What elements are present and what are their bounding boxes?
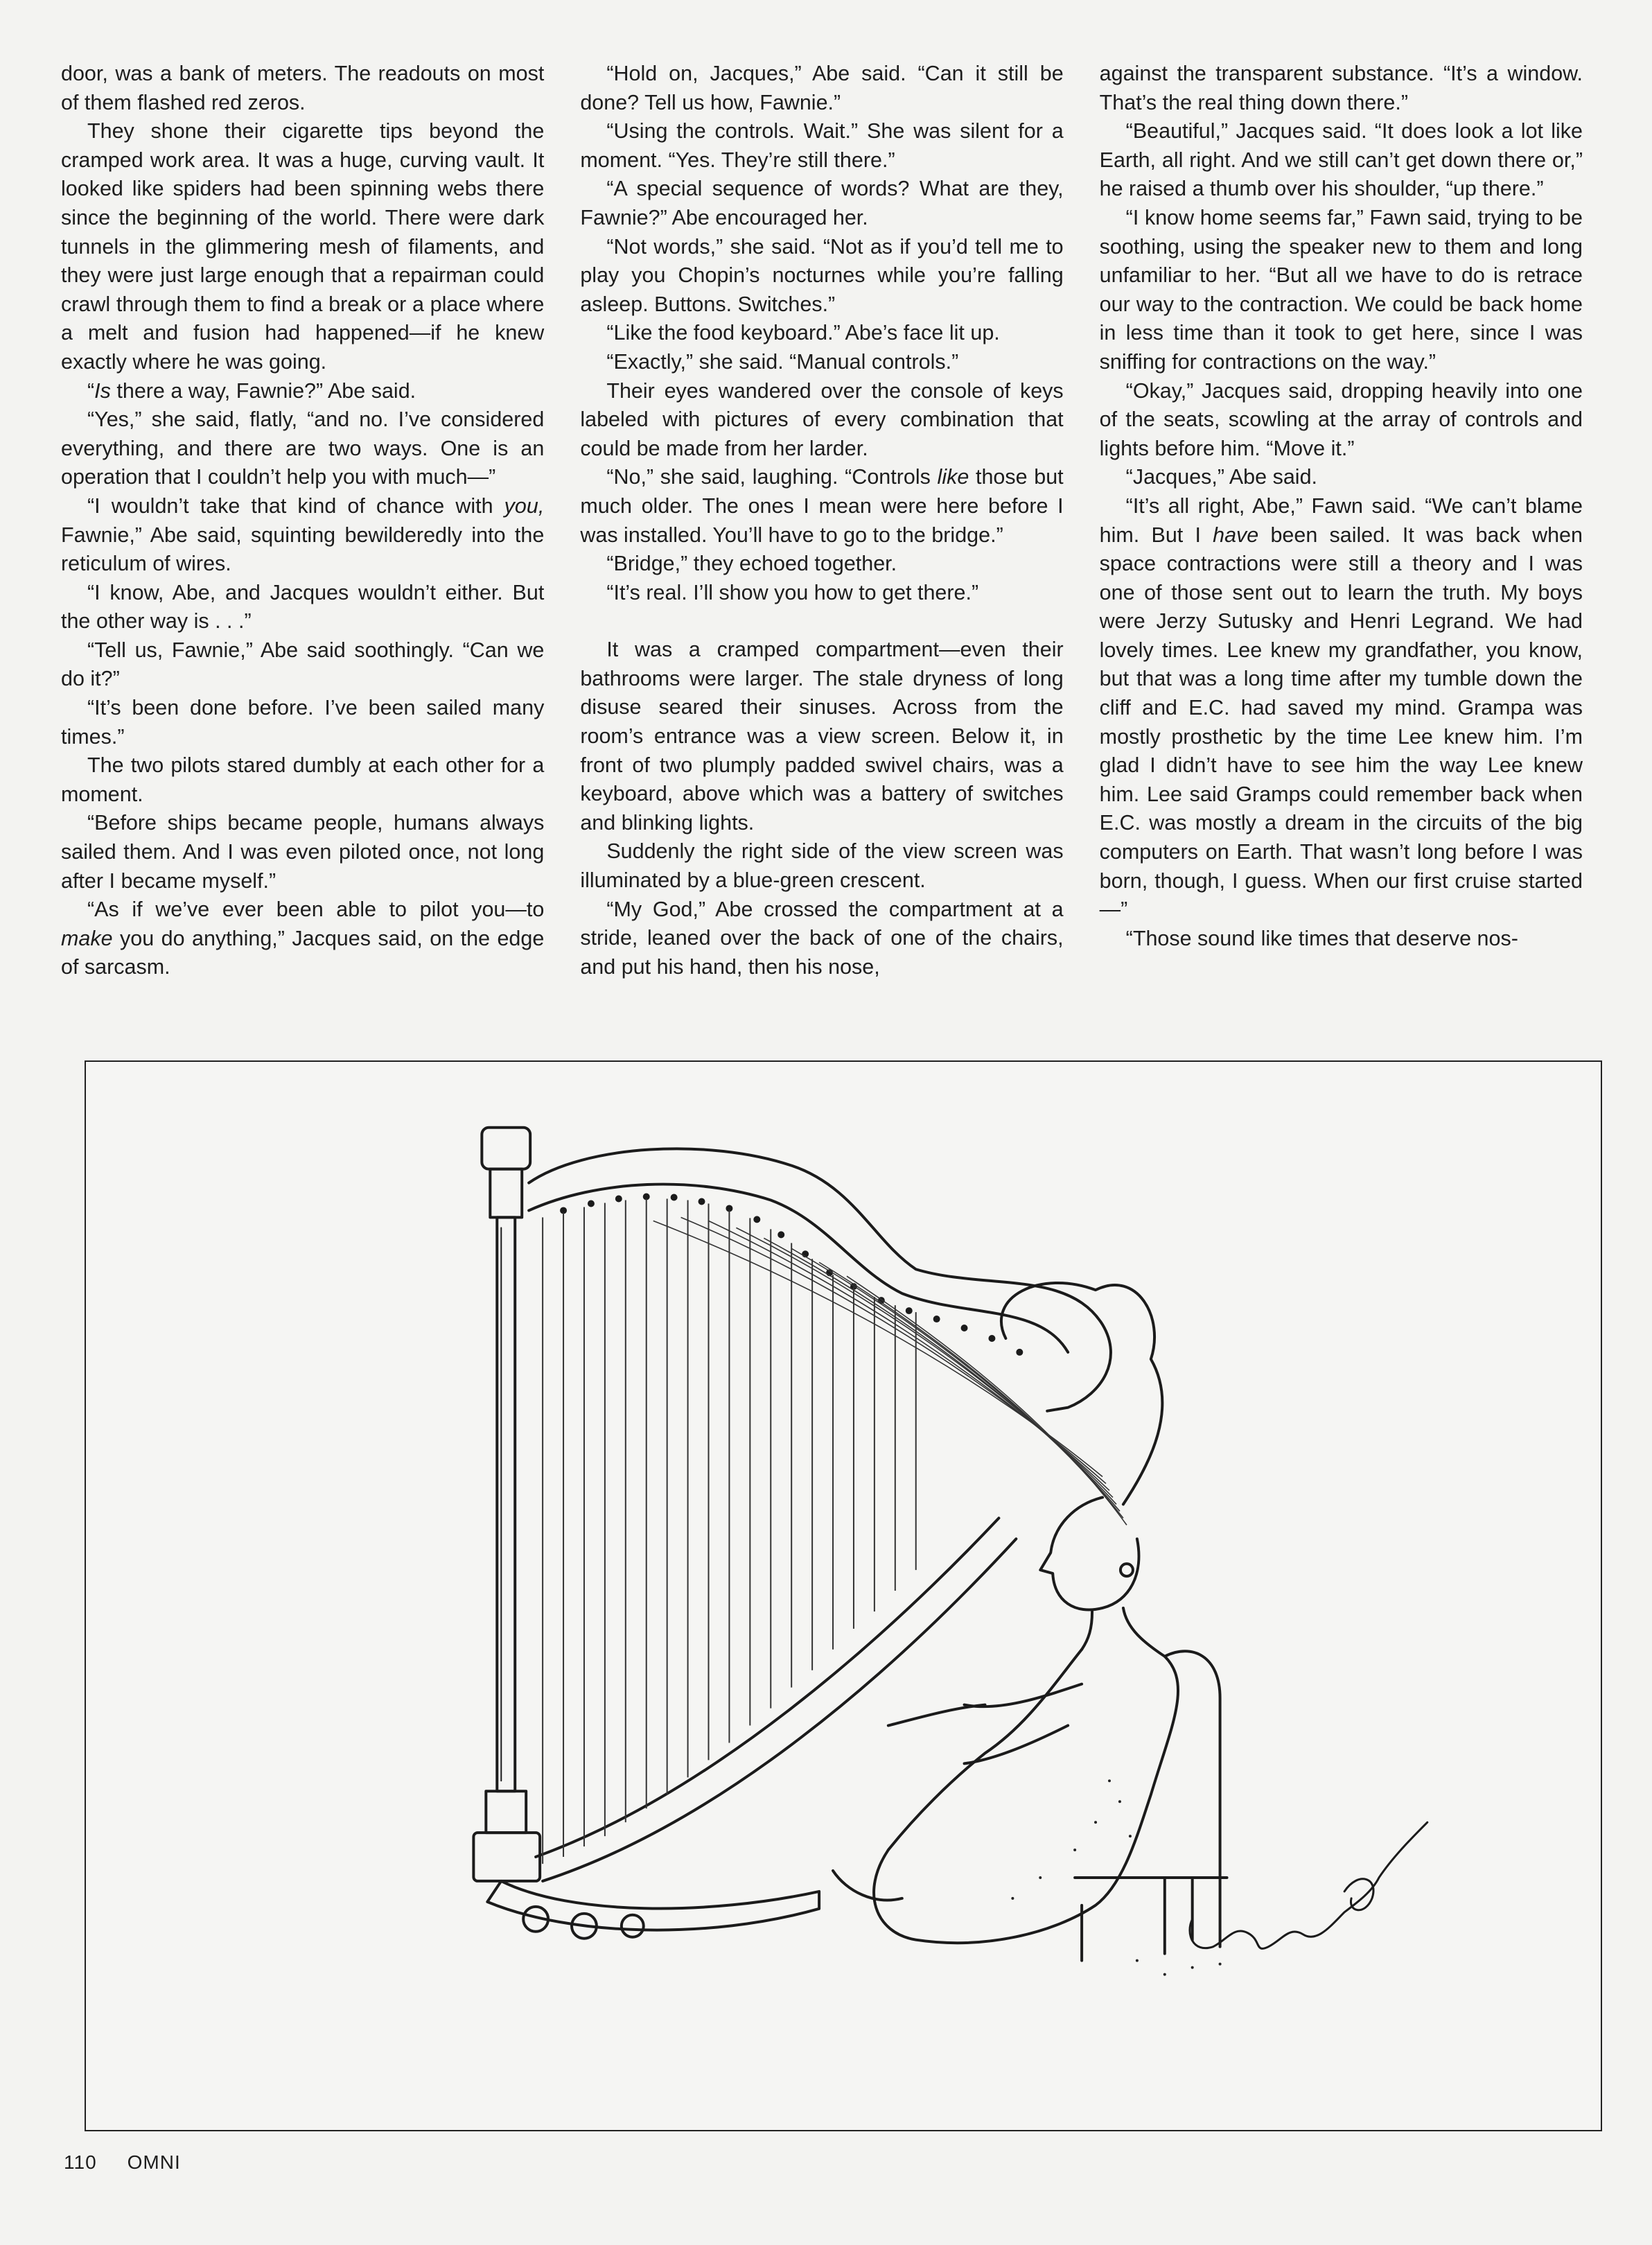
paragraph (580, 550, 1063, 579)
paragraph (61, 405, 544, 492)
paragraph-text: “I know home seems far,” Fawn said, trying to be soothing, using the speaker new to them and long unfamiliar to her. “But all we have to do is retrace our way to the contraction. We could be back home in less time than it took to get here, since I was sniffing for contractions on the way.” (1099, 205, 1583, 374)
emphasis-text: you, (504, 493, 545, 518)
magazine-name: OMNI (127, 2151, 181, 2173)
paragraph (1100, 117, 1583, 204)
paragraph-text: “Before ships became people, humans always sailed them. And I was even piloted once, not long after I became myself.” (61, 811, 545, 893)
text-column-3 (1100, 60, 1583, 1058)
paragraph (580, 837, 1063, 895)
page-number: 110 (64, 2151, 97, 2173)
page-footer (64, 2151, 211, 2174)
paragraph-text: “Not words,” she said. “Not as if you’d tell me to play you Chopin’s nocturnes while you’re falling asleep. Buttons. Switches.” (580, 234, 1064, 316)
paragraph (580, 377, 1063, 464)
paragraph (580, 579, 1063, 608)
harpist-drawing (86, 1062, 1601, 2130)
paragraph (580, 175, 1063, 232)
article-text-columns (61, 60, 1583, 1058)
paragraph (580, 319, 1063, 348)
paragraph-text: “Tell us, Fawnie,” Abe said soothingly. “Can we do it?” (61, 638, 545, 691)
text-column-1 (61, 60, 544, 1058)
paragraph (61, 579, 544, 636)
paragraph-text: “Okay,” Jacques said, dropping heavily into one of the seats, scowling at the array of controls and lights before him. “Move it.” (1099, 378, 1583, 460)
paragraph-text: “Like the food keyboard.” Abe’s face lit up. (606, 321, 1000, 345)
paragraph (61, 751, 544, 809)
paragraph-text: “Beautiful,” Jacques said. “It does look a lot like Earth, all right. And we still can’t get down there or,” he raised a thumb over his shoulder, “up there.” (1099, 119, 1583, 201)
paragraph-text: “Exactly,” she said. “Manual controls.” (606, 349, 959, 374)
paragraph-text: “It’s all right, Abe,” Fawn said. “We can’t blame him. But I (1099, 493, 1583, 547)
paragraph (61, 636, 544, 694)
paragraph-text: “As if we’ve ever been able to pilot you—to (87, 898, 545, 922)
paragraph-text: Their eyes wandered over the console of keys labeled with pictures of every combination that could be made from her larder. (580, 378, 1064, 460)
paragraph-text: “I know, Abe, and Jacques wouldn’t either. But the other way is . . .” (61, 580, 545, 634)
paragraph-text: “I wouldn’t take that kind of chance with (87, 493, 504, 518)
emphasis-text: Is (94, 378, 111, 403)
emphasis-text: have (1213, 523, 1259, 547)
paragraph-text: “ (87, 378, 95, 403)
paragraph-text: against the transparent substance. “It’s a window. That’s the real thing down there.” (1099, 62, 1583, 114)
paragraph (61, 694, 544, 751)
paragraph (61, 896, 544, 982)
paragraph-text: “Using the controls. Wait.” She was silent for a moment. “Yes. They’re still there.” (580, 119, 1064, 172)
emphasis-text: make (61, 926, 113, 950)
paragraph (61, 117, 544, 376)
paragraph (61, 809, 544, 896)
paragraph (580, 233, 1063, 320)
paragraph (580, 463, 1063, 550)
paragraph (1100, 60, 1583, 117)
paragraph-text: “My God,” Abe crossed the compartment at a stride, leaned over the back of one of the chairs, and put his hand, then his nose, (580, 897, 1064, 979)
emphasis-text: like (937, 465, 969, 489)
paragraph-text: Suddenly the right side of the view screen was illuminated by a blue-green crescent. (580, 839, 1064, 893)
paragraph-text: “It’s real. I’ll show you how to get there.” (606, 580, 979, 604)
paragraph (580, 60, 1063, 117)
text-column-2 (580, 60, 1063, 1058)
paragraph (1100, 925, 1583, 954)
paragraph-text: “No,” she said, laughing. “Controls (606, 465, 938, 489)
paragraph-text: “Jacques,” Abe said. (1125, 465, 1318, 489)
paragraph (1100, 492, 1583, 925)
harp-illustration (85, 1060, 1602, 2131)
paragraph-text: Fawnie,” Abe said, squinting bewilderedly into the reticulum of wires. (61, 523, 545, 576)
paragraph (580, 348, 1063, 377)
paragraph-text: door, was a bank of meters. The readouts on most of them flashed red zeros. (61, 62, 545, 114)
paragraph-text: you do anything,” Jacques said, on the edge of sarcasm. (61, 926, 545, 979)
paragraph-text: “A special sequence of words? What are they, Fawnie?” Abe encouraged her. (580, 177, 1064, 229)
paragraph-text: “Bridge,” they echoed together. (606, 552, 897, 576)
paragraph (580, 117, 1063, 175)
paragraph (580, 636, 1063, 837)
paragraph-text: “Yes,” she said, flatly, “and no. I’ve considered everything, and there are two ways. One is an operation that I couldn’t help you with much—” (61, 408, 545, 489)
paragraph-text: “Those sound like times that deserve nos- (1125, 926, 1518, 950)
paragraph (1100, 204, 1583, 377)
paragraph-text: The two pilots stared dumbly at each other for a moment. (61, 753, 545, 806)
paragraph-text: They shone their cigarette tips beyond the cramped work area. It was a huge, curving vault. It looked like spiders had been spinning webs there since the beginning of the world. There were dark tunnels in the glimmering mesh of filaments, and they were just large enough that a repairman could crawl through them to find a break or a place where a melt and fusion had happened—if he knew exactly where he was going. (61, 119, 545, 374)
paragraph-text: those but much older. The ones I mean were here before I was installed. You’ll have to go to the bridge.” (580, 465, 1064, 547)
paragraph-text: been sailed. It was back when space contractions were still a theory and I was one of those sent out to learn the truth. My boys were Jerzy Sutusky and Henri Legrand. We had lovely times. Lee knew my grandfather, you know, but that was a long time after my tumble down the cliff and E.C. had saved my mind. Grampa was mostly prosthetic by the time Lee knew him. I’m glad I didn’t have to see him the way Lee knew him. Lee said Gramps could remember back when E.C. was mostly a dream in the circuits of the big computers on Earth. That wasn’t long before I was born, though, I guess. When our first cruise started—” (1099, 523, 1583, 922)
paragraph (61, 492, 544, 579)
paragraph (580, 896, 1063, 982)
paragraph-text: It was a cramped compartment—even their bathrooms were larger. The stale dryness of long disuse seared their sinuses. Across from the room’s entrance was a view screen. Below it, in front of two plumply padded swivel chairs, was a keyboard, above which was a battery of switches and blinking lights. (580, 638, 1064, 835)
paragraph-text: there a way, Fawnie?” Abe said. (110, 378, 416, 403)
paragraph (1100, 463, 1583, 492)
paragraph (61, 60, 544, 117)
paragraph-text: “It’s been done before. I’ve been sailed many times.” (61, 696, 545, 749)
paragraph-text: “Hold on, Jacques,” Abe said. “Can it still be done? Tell us how, Fawnie.” (580, 62, 1064, 114)
paragraph (1100, 377, 1583, 464)
paragraph (61, 377, 544, 406)
